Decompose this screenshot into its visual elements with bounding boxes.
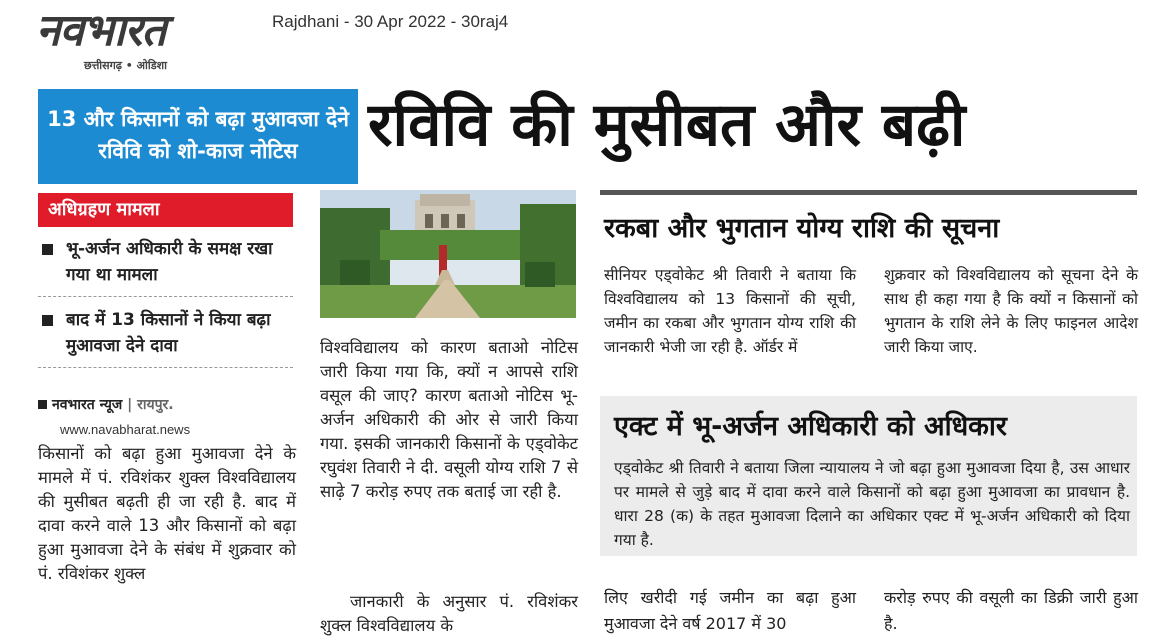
section-divider <box>600 190 1137 195</box>
logo-text: नवभारत <box>36 5 166 56</box>
university-photo <box>320 190 576 318</box>
website-url: www.navabharat.news <box>60 422 191 437</box>
bullet-square-icon <box>38 400 47 409</box>
highlight-text: बाद में 13 किसानों ने किया बढ़ा मुआवजा देने दावा <box>66 310 271 356</box>
highlights-list <box>38 236 293 378</box>
byline-city: | रायपुर. <box>122 397 174 413</box>
byline <box>38 395 174 414</box>
highlight-item <box>38 307 293 368</box>
building-photo-image <box>320 190 576 318</box>
edition-info: Rajdhani - 30 Apr 2022 - 30raj4 <box>272 12 509 31</box>
highlight-item <box>38 236 293 297</box>
subheading-act-authority: एक्ट में भू-अर्जन अधिकारी को अधिकार <box>614 411 1007 442</box>
subheading-area-payment: रकबा और भुगतान योग्य राशि की सूचना <box>604 213 1000 244</box>
highlight-box-text: एड्वोकेट श्री तिवारी ने बताया जिला न्यायालय ने जो बढ़ा हुआ मुआवजा दिया है, उस आधार पर मामले से जुड़े बाद में दावा करने वाले किसानों को बढ़ा हुआ मुआवजा का प्रावधान है. धारा 28 (क) के तहत मुआवजा दिलाने का अधिकार एक्ट में भू-अर्जन अधिकारी को दिया गया है. <box>614 459 1130 549</box>
byline-source: नवभारत न्यूज <box>52 397 123 413</box>
bullet-square-icon <box>42 315 53 326</box>
article-column-5: लिए खरीदी गई जमीन का बढ़ा हुआ मुआवजा देने वर्ष 2017 में 30 <box>604 588 856 633</box>
highlight-text: भू-अर्जन अधिकारी के समक्ष रखा गया था मामला <box>66 239 273 285</box>
bullet-square-icon <box>42 244 53 255</box>
article-column-2-continued: जानकारी के अनुसार पं. रविशंकर शुक्ल विश्वविद्यालय के <box>320 592 578 635</box>
article-column-6: करोड़ रुपए की वसूली का डिक्री जारी हुआ है. <box>884 588 1138 633</box>
article-column-4: शुक्रवार को विश्वविद्यालय को सूचना देने के साथ ही कहा गया है कि क्यों न किसानों को भुगतान के राशि लेने के लिए फाइनल आदेश जारी किया जाए. <box>884 266 1138 356</box>
newspaper-logo <box>36 5 256 78</box>
article-column-2: विश्वविद्यालय को कारण बताओ नोटिस जारी किया गया कि, क्यों न आपसे राशि वसूल की जाए? कारण बताओ नोटिस भू-अर्जन अधिकारी की ओर से जारी किया गया. इसकी जानकारी किसानों के एड्वोकेट रघुवंश तिवारी ने दी. वसूली योग्य राशि 7 से साढ़े 7 करोड़ रुपए तक बताई जा रही है. <box>320 338 578 501</box>
kicker-box: 13 और किसानों को बढ़ा मुआवजा देने रविवि को शो-काज नोटिस <box>38 89 358 184</box>
article-column-1: किसानों को बढ़ा हुआ मुआवजा देने के मामले में पं. रविशंकर शुक्ल विश्वविद्यालय की मुसीबत बढ़ती ही जा रही है. बाद में दावा करने वाले 13 और किसानों को बढ़ा हुआ मुआवजा देने के संबंध में शुक्रवार को पं. रविशंकर शुक्ल <box>38 444 296 583</box>
headline: रविवि की मुसीबत और बढ़ी <box>368 90 966 160</box>
article-column-3: सीनियर एड्वोकेट श्री तिवारी ने बताया कि विश्वविद्यालय को 13 किसानों की सूची, जमीन का रकबा और भुगतान योग्य राशि की जानकारी भेजी जा रही है. ऑर्डर में <box>604 266 856 356</box>
section-tag: अधिग्रहण मामला <box>38 193 293 227</box>
logo-subtitle: छत्तीसगढ़ • ओडिशा <box>84 59 167 72</box>
